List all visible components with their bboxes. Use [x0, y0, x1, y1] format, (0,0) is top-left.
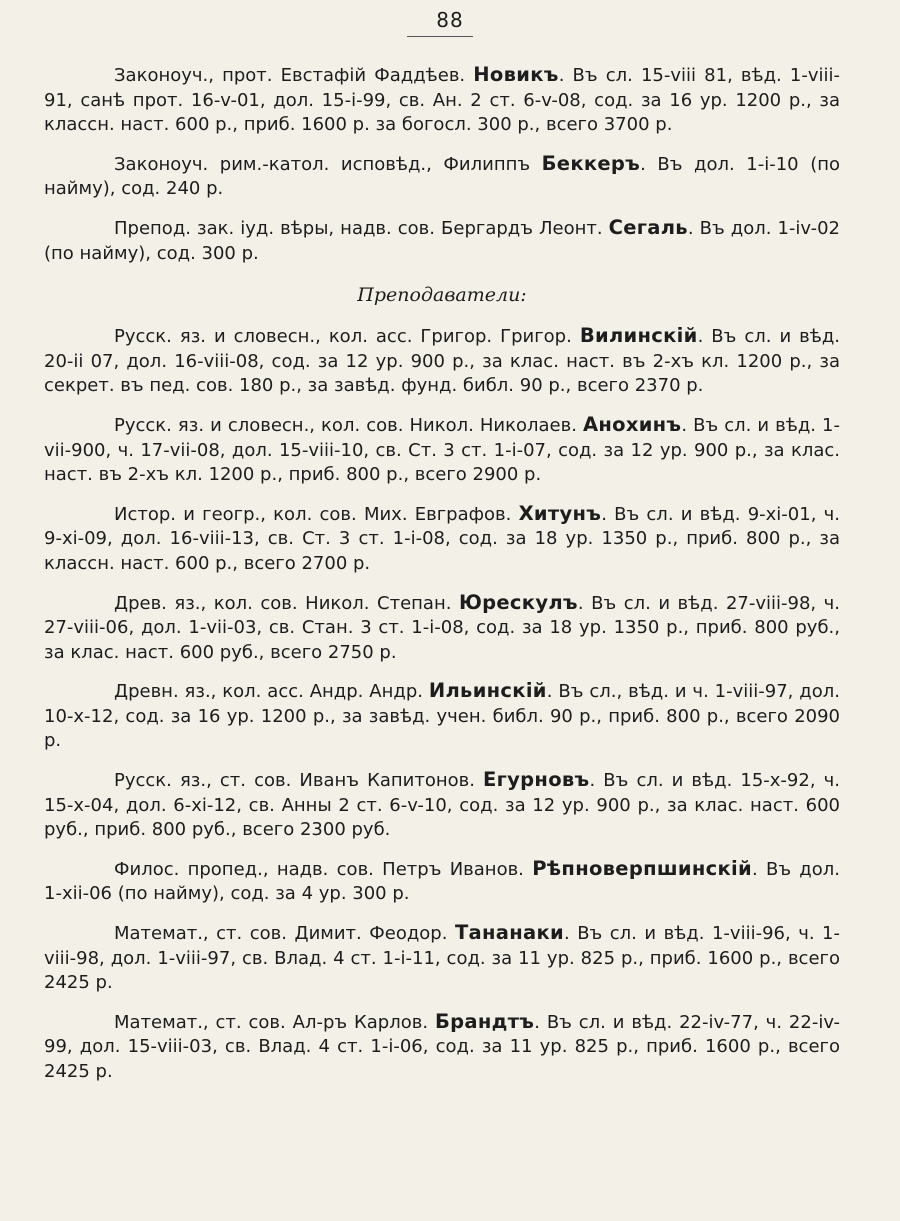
entry-novik: Законоуч., прот. Евстафій Фаддѣев. Новикъ. Въ сл. 15-viii 81, вѣд. 1-viii-91, санѣ прот. 16-v-01, дол. 15-i-99, св. Ан. 2 ст. 6-v-08, сод. за 16 ур. 1200 р., за классн. наст. 600 р., приб. 1600 р. за богосл. 300 р., всего 3700 р.	[44, 63, 841, 136]
entry-bekker: Законоуч. рим.-катол. исповѣд., Филиппъ Беккеръ. Въ дол. 1-i-10 (по найму), сод. 240 р.	[44, 151, 840, 200]
teacher-entries	[44, 324, 840, 1084]
entry-vilinsky: Русск. яз. и словесн., кол. асс. Григор. Григор. Вилинскій. Въ сл. и вѣд. 20-ii 07, дол. 16-viii-08, сод. за 12 ур. 900 р., за клас. наст. въ 2-хъ кл. 1200 р., за секрет. въ пед. сов. 180 р., за завѣд. фунд. библ. 90 р., всего 2370 р.	[44, 324, 840, 397]
person-name: Юрескулъ	[458, 590, 578, 614]
entry-ilyinsky: Древн. яз., кол. асс. Андр. Андр. Ильинскій. Въ сл., вѣд. и ч. 1-viii-97, дол. 10-x-12, сод. за 16 ур. 1200 р., за завѣд. учен. библ. 90 р., приб. 800 р., всего 2090 р.	[44, 679, 840, 752]
person-name: Рѣпноверпшинскій	[532, 856, 752, 880]
entry-tananaki: Математ., ст. сов. Димит. Феодор. Тананаки. Въ сл. и вѣд. 1-viii-96, ч. 1-viii-98, дол. 1-viii-97, св. Влад. 4 ст. 1-i-11, сод. за 11 ур. 825 р., приб. 1600 р., всего 2425 р.	[44, 921, 841, 994]
entry-egurnov: Русск. яз., ст. сов. Иванъ Капитонов. Егурновъ. Въ сл. и вѣд. 15-x-92, ч. 15-x-04, дол. 6-xi-12, св. Анны 2 ст. 6-v-10, сод. за 12 ур. 900 р., за клас. наст. 600 руб., приб. 800 руб., всего 2300 руб.	[44, 768, 840, 841]
entry-yureskul: Древ. яз., кол. сов. Никол. Степан. Юрескулъ. Въ сл. и вѣд. 27-viii-98, ч. 27-viii-06, дол. 1-vii-03, св. Стан. 3 ст. 1-i-08, сод. за 18 ур. 1350 р., приб. 800 руб., за клас. наст. 600 руб., всего 2750 р.	[44, 590, 840, 663]
person-name: Егурновъ	[483, 768, 590, 792]
page-number-rule	[407, 36, 473, 37]
person-name: Тананаки	[454, 921, 564, 945]
person-name: Сегаль	[608, 215, 688, 239]
person-name: Брандтъ	[434, 1009, 535, 1033]
entry-brandt: Математ., ст. сов. Ал-ръ Карлов. Брандтъ. Въ сл. и вѣд. 22-iv-77, ч. 22-iv-99, дол. 15-viii-03, св. Влад. 4 ст. 1-i-06, сод. за 11 ур. 825 р., приб. 1600 р., всего 2425 р.	[44, 1009, 840, 1082]
entry-khitun: Истор. и геогр., кол. сов. Мих. Евграфов. Хитунъ. Въ сл. и вѣд. 9-xi-01, ч. 9-xi-09, дол. 16-viii-13, св. Ст. 3 ст. 1-i-08, сод. за 18 ур. 1350 р., приб. 800 р., за классн. наст. 600 р., всего 2700 р.	[44, 501, 840, 574]
person-name: Хитунъ	[518, 501, 602, 525]
clergy-entries	[44, 63, 840, 266]
section-heading: Преподаватели:	[357, 284, 527, 307]
entry-repnovershinsky: Филос. пропед., надв. сов. Петръ Иванов. Рѣпноверпшинскій. Въ дол. 1-xii-06 (по найму), сод. за 4 ур. 300 р.	[44, 856, 840, 905]
person-name: Анохинъ	[582, 412, 682, 436]
person-name: Беккеръ	[541, 151, 641, 175]
page-content	[44, 63, 840, 1099]
entry-segal: Препод. зак. іуд. вѣры, надв. сов. Бергардъ Леонт. Сегаль. Въ дол. 1-iv-02 (по найму), сод. 300 р.	[44, 215, 840, 264]
person-name: Ильинскій	[428, 679, 547, 703]
entry-anokhin: Русск. яз. и словесн., кол. сов. Никол. Николаев. Анохинъ. Въ сл. и вѣд. 1-vii-900, ч. 17-vii-08, дол. 15-viii-10, св. Ст. 3 ст. 1-i-07, сод. за 12 ур. 900 р., за клас. наст. въ 2-хъ кл. 1200 р., приб. 800 р., всего 2900 р.	[44, 412, 840, 486]
person-name: Новикъ	[473, 63, 559, 86]
page-number: 88	[436, 8, 464, 32]
person-name: Вилинскій	[579, 324, 698, 348]
